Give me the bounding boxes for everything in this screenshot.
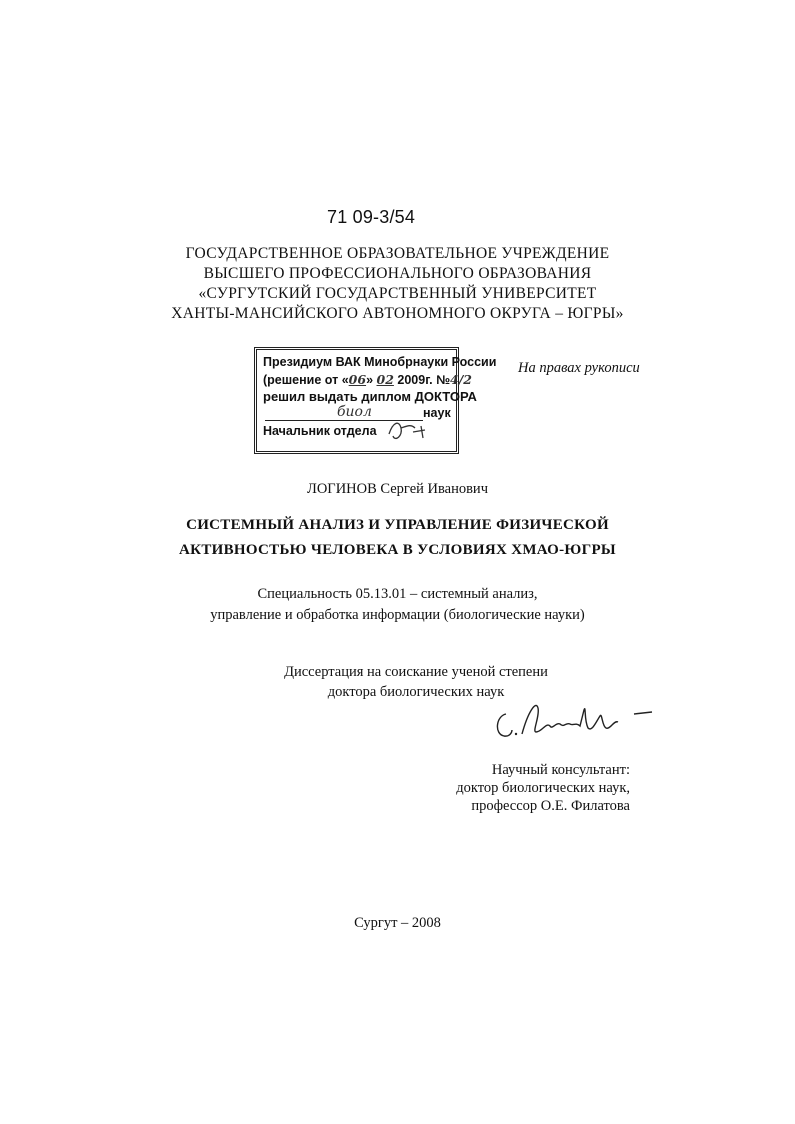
author-name: ЛОГИНОВ Сергей Иванович <box>307 481 488 497</box>
stamp-day: 06 <box>348 372 367 387</box>
stamp-science-handwritten: биол <box>337 404 372 420</box>
stamp-month: 02 <box>376 372 394 387</box>
stamp-nauk: наук <box>423 406 451 420</box>
institution-header <box>0 243 795 333</box>
consultant-label: Научный консультант: <box>491 762 630 778</box>
stamp-signature-icon <box>385 416 433 444</box>
institution-line-3: «СУРГУТСКИЙ ГОСУДАРСТВЕННЫЙ УНИВЕРСИТЕТ <box>198 285 597 302</box>
specialty-line-2: управление и обработка информации (биологические науки) <box>210 607 585 623</box>
stamp-date-mid: » <box>366 373 374 387</box>
stamp-date-prefix: (решение от « <box>263 373 349 387</box>
vak-stamp <box>254 347 497 454</box>
author-signature-icon <box>492 692 662 748</box>
stamp-line-3: решил выдать диплом ДОКТОРА <box>263 389 477 404</box>
specialty-line-1: Специальность 05.13.01 – системный анализ, <box>257 586 538 602</box>
city-year: Сургут – 2008 <box>354 915 441 931</box>
title-line-1: СИСТЕМНЫЙ АНАЛИЗ И УПРАВЛЕНИЕ ФИЗИЧЕСКОЙ <box>186 517 609 533</box>
stamp-line-1: Президиум ВАК Минобрнауки России <box>263 355 497 369</box>
manuscript-rights: На правах рукописи <box>518 360 640 376</box>
consultant-degree: доктор биологических наук, <box>456 780 630 796</box>
degree-line-1: Диссертация на соискание ученой степени <box>284 664 548 680</box>
consultant-name: профессор О.Е. Филатова <box>471 798 630 814</box>
stamp-number: 4/2 <box>450 372 473 387</box>
institution-line-1: ГОСУДАРСТВЕННОЕ ОБРАЗОВАТЕЛЬНОЕ УЧРЕЖДЕНИЕ <box>185 245 610 262</box>
institution-line-2: ВЫСШЕГО ПРОФЕССИОНАЛЬНОГО ОБРАЗОВАНИЯ <box>203 265 592 282</box>
catalog-number: 71 09-3/54 <box>327 207 416 227</box>
stamp-line-2 <box>263 372 472 387</box>
title-line-2: АКТИВНОСТЬЮ ЧЕЛОВЕКА В УСЛОВИЯХ ХМАО-ЮГРЫ <box>179 542 616 558</box>
stamp-line-5: Начальник отдела <box>263 424 377 438</box>
stamp-year: 2009г. № <box>397 373 451 387</box>
degree-line-2: доктора биологических наук <box>327 684 505 700</box>
institution-line-4: ХАНТЫ-МАНСИЙСКОГО АВТОНОМНОГО ОКРУГА – ЮГРЫ» <box>171 305 624 322</box>
